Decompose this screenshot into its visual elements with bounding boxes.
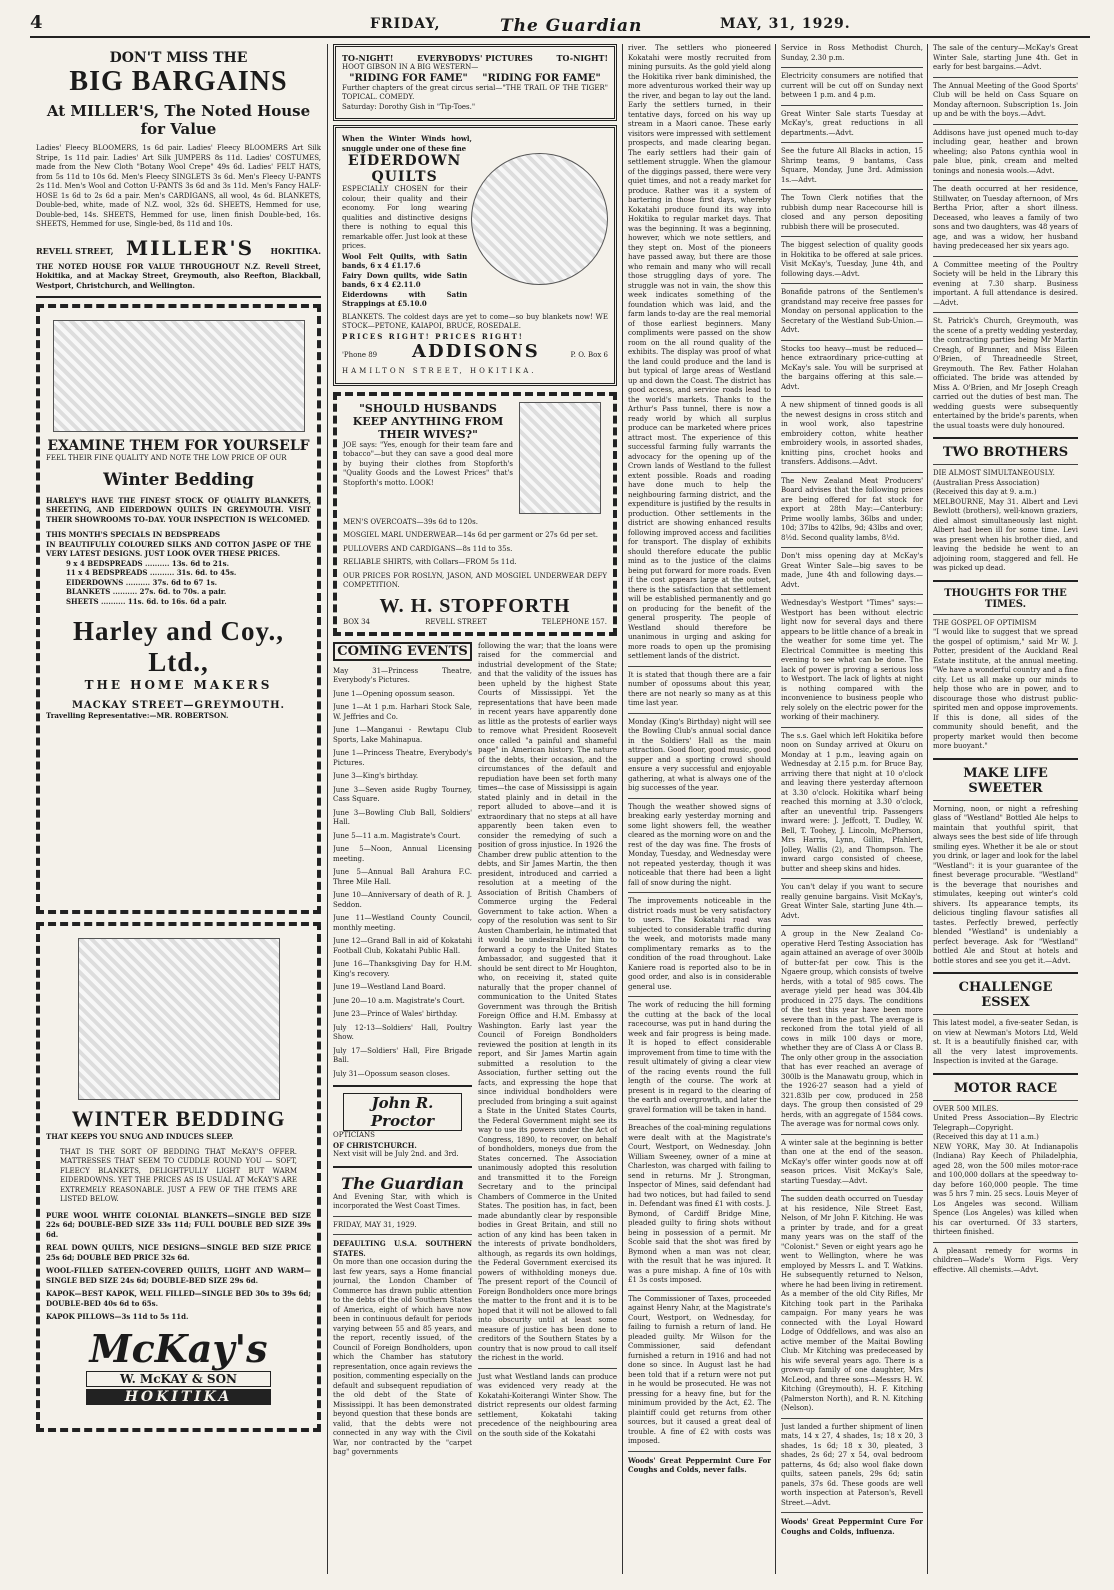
theatre-films (342, 73, 608, 84)
coming-events-heading: COMING EVENTS (333, 642, 472, 661)
ad-town: HOKITIKA (86, 1389, 271, 1405)
price-list (46, 559, 311, 607)
ad-intro: When the Winter Winds howl, snuggle under one of these fine (342, 134, 472, 153)
column-1 (36, 44, 321, 1436)
column-rule (927, 44, 928, 1574)
column-rule (327, 44, 328, 1574)
subhead: THE GOSPEL OF OPTIMISM (933, 618, 1037, 627)
proctor-logo: John R. Proctor (343, 1093, 462, 1131)
price-item: EIDERDOWNS .......... 37s. 6d to 67 1s. (66, 577, 218, 587)
subhead: DIE ALMOST SIMULTANEOUSLY. (933, 469, 1055, 477)
ad-row (342, 153, 608, 309)
ad-body: HARLEY'S HAVE THE FINEST STOCK OF QUALITY BLANKETS, SHEETING, AND EIDERDOWN QUILTS IN GREYMOUTH. VISIT THEIR SHOWROOMS TO-DAY. YOUR INSPECTION IS WELCOMED. (46, 495, 311, 524)
story-body: This latest model, a five-seater Sedan, is on view at Newman's Motors Ltd, Weld st. It is a beautifully finished car, with all the very latest improvements. Inspection is invited at the Garage. (933, 1019, 1078, 1065)
news-item: It is stated that though there are a fair number of opossums about this year, there are not nearly so many as at this time last year. (628, 670, 771, 707)
received-line: (Received this day at 9. a.m.) (933, 488, 1037, 496)
masthead-day: FRIDAY, (370, 16, 441, 32)
mckays-logo: McKay's (89, 1325, 268, 1371)
ad-firm: W. H. STOPFORTH (379, 594, 571, 617)
editorial-date: FRIDAY, MAY 31, 1929. (333, 1220, 417, 1229)
headline-thoughts: THOUGHTS FOR THE TIMES. (944, 587, 1067, 610)
price-item: WOOL-FILLED SATEEN-COVERED QUILTS, LIGHT AND WARM—SINGLE BED SIZE 24s 6d; DOUBLE-BED SIZE 29s 6d. (46, 1266, 311, 1285)
price-item: REAL DOWN QUILTS, NICE DESIGNS—SINGLE BED SIZE PRICE 25s 6d; DOUBLE BED PRICE 32s 6d. (46, 1243, 311, 1262)
ad-rep: Travelling Representative:—MR. ROBERTSON. (46, 711, 229, 720)
news-item: The sale of the century—McKay's Great Winter Sale, starting June 4th. Get in early for best bargains.—Advt. (933, 44, 1078, 71)
news-item: The sudden death occurred on Tuesday at his residence, Nile Street East, Nelson, of Mr John F. Kitching. He was a printer by trade, and for a great many years was on the staff of the "Colonist." Seven or eight years ago he went to Wellington, where he was employed by Messrs L. and T. Watkins. He subsequently returned to Nelson, where he had been living in retirement. As a member of the old City Rifles, Mr Kitching took part in the Parihaka campaign. For many years he was connected with the Loyal Howard Lodge of Oddfellows, and was also an active member of the Maitai Bowling Club. Mr Kitching was predeceased by his wife several years ago. There is a grown-up family of one daughter, Mrs McLeod, and three sons—Messrs H. W. Kitching (Greymouth), H. F. Kitching (Palmerston North), and R. N. Kitching (Nelson). (781, 1195, 923, 1412)
masthead (30, 14, 1090, 38)
theatre-right: TO-NIGHT! (556, 53, 608, 63)
source-line: United Press Association—By Electric Telegraph—Copyright. (933, 1114, 1078, 1132)
event-item: June 1—Princess Theatre, Everybody's Pictures. (333, 749, 472, 767)
ad-street: REVELL STREET (425, 617, 487, 626)
events-column (333, 642, 472, 1458)
news-item: The Commissioner of Taxes, proceeded against Henry Nahr, at the Magistrate's Court, Westport, on Wednesday, for failing to furnish a return of land. He pleaded guilty. Mr Wilson for the Commissioner, said defendant furnished a return in 1916 and had not done so since. In August last he had been told that if a return were not put in he would be prosecuted. He was not pressing for a heavy fine, but for the minimum provided by the Act, £2. The plaintiff could get returns from other sources, but it caused a great deal of trouble. A fine of £2 with costs was imposed. (628, 1294, 771, 1445)
news-item: The Annual Meeting of the Good Sports' Club will be held on Cass Square on Monday afternoon. Subscription 1s. Join up and be with the boys.—Advt. (933, 81, 1078, 118)
masthead-paper: The Guardian (500, 16, 643, 36)
ad-headline: "SHOULD HUSBANDS KEEP ANYTHING FROM THEIR WIVES?" (352, 401, 504, 441)
man-cartoon-illustration (519, 402, 601, 514)
ad-box: BOX 34 (343, 617, 371, 626)
ad-street: REVELL STREET, (36, 245, 114, 256)
ad-product: Winter Bedding (103, 469, 254, 490)
event-item: June 3—Seven aside Rugby Tourney, Cass Square. (333, 785, 472, 803)
news-item: Bonafide patrons of the Sentlemen's grandstand may receive free passes for Monday on personal application to the Secretary of the Westland Sub-Union.—Advt. (781, 288, 923, 334)
price-item: PURE WOOL WHITE COLONIAL BLANKETS—SINGLE BED SIZE 22s 6d; DOUBLE-BED SIZE 33s 11d; FULL DOUBLE BED SIZE 39s 6d. (46, 1210, 311, 1239)
news-item: A winter sale at the beginning is better than one at the end of the season. McKay's offer winter goods now at off season prices. Visit McKay's Sale, starting Tuesday.—Advt. (781, 1138, 923, 1185)
event-item: July 12-13—Soldiers' Hall, Poultry Show. (333, 1023, 472, 1041)
ad-body: Ladies' Fleecy BLOOMERS, 1s 6d pair. Ladies' Fleecy BLOOMERS Art Silk Stripe, 1s 11d pair. Ladies' Art Silk JUMPERS 8s 11d. Ladies' COSTUMES, made from the New Cloth "Botany Wool Crepe" 49s 6d. Ladies' FELT HATS, from 5s 11d to 10s 6d. Men's Fleecy SINGLETS 3s 6d. Men's Fleecy U-PANTS 2s 11d. Men's Wool and Cotton U-PANTS 3s 6d and 3s 11d. Men's Fancy HALF-HOSE 1s 6d to 2s 6d a pair. Men's CARDIGANS, all wool, 4s 6d. BLANKETS, Double-bed, white, made of N.Z. wool, 32s 6d. SHEETS, Hemmed for use, Double-bed, 14s. SHEETS, Hemmed for use, linen finish Double-bed, 16s. SHEETS, Hemmed for use, Single-bed, 8s 11d and 10s. (36, 144, 321, 228)
news-item: St. Patrick's Church, Greymouth, was the scene of a pretty wedding yesterday, the contracting parties being Mr Martin Creagh, of Brunner, and Miss Eileen O'Brien, of Threadneedle Street, Greymouth. The Rev. Father Holahan officiated. The bride was attended by Miss A. O'Brien, and Mr Joseph Creagh carried out the duties of best man. The wedding guests were subsequently entertained by the bride's parents, when the usual toasts were duly honoured. (933, 317, 1078, 430)
news-item: Electricity consumers are notified that current will be cut off on Sunday next between 1 p.m. and 4 p.m. (781, 72, 923, 99)
event-item: June 5—Annual Ball Arahura F.C. Three Mile Hall. (333, 868, 472, 886)
price-item: SHEETS .......... 11s. 6d. to 16s. 6d a pair. (66, 596, 227, 606)
editorial-masthead: The Guardian (341, 1173, 464, 1193)
editorial-continued: following the war; that the loans were raised for the commercial and industrial development of the State; and that the validity of the issues has been upheld by the highest State Courts of Mississippi. Yet the representations that have been made in recent years have apparently done as little as the protests of earlier ways to remove what President Roosevelt once called "a painful and shameful page" in American history. The nature of the debts, their occasion, and the circumstances of the default and repudiation have been set forth many times—the case of Mississippi is again stated plainly and in detail in the report alluded to above—and it is extraordinary that no steps at all have apparently been taken even to consider the remedying of such a position of gross injustice. In 1926 the Chamber drew public attention to the debts, and Sir James Martin, the then president, introduced and carried a resolution at a meeting of the Association of British Chambers of Commerce urging the Federal Government to take action. When a copy of the resolution was sent to Sir Austen Chamberlain, he intimated that it would be undesirable for him to forward a copy to the United States Ambassador, and suggested that it should be sent direct to Mr Houghton, who, on receiving it, stated quite naturally that the proper channel of communication to the United States Government was through the British Foreign Office and H.M. Embassy at Washington. Early last year the Council of Foreign Bondholders reviewed the position at length in its report, and Sir James Martin again submitted a resolution to the Association, further setting out the facts, and expressing the hope that since individual bondholders were precluded from bringing a suit against a State in the United States Courts, the Federal Government might see its way to use its powers under the Act of Congress, 1890, to recover, on behalf of bondholders, moneys due from the States concerned. The Association unanimously adopted this resolution and transmitted it to the Foreign Secretary and to the principal Chambers of Commerce in the United States. The position has, in fact, been made abundantly clear by responsible bodies in Great Britain, and still no action of any kind has been taken in the interests of private bondholders, although, as regards its own holdings, the Federal Government exercised its powers of withholding moneys due. The present report of the Council of Foreign Bondholders once more brings the matter to the front and it is to be hoped that it will not be allowed to fall into obscurity until at least some measure of justice has been done to creditors of the Southern States by a country that is now proud to call itself the richest in the world. (478, 641, 617, 1362)
price-item: KAPOK PILLOWS—3s 11d to 5s 11d. (46, 1312, 189, 1321)
ad-firm: MILLER'S (126, 235, 255, 260)
price-item: PULLOVERS AND CARDIGANS—8s 11d to 35s. (343, 544, 513, 553)
ad-signoff (342, 341, 608, 367)
headline-motor-race: MOTOR RACE (953, 1080, 1058, 1096)
event-item: June 1—Opening opossum season. (333, 689, 455, 698)
news-item: Stocks too heavy—must be reduced—hence extraordinary price-cutting at McKay's sale. You will be surprised at the bargains offering at this sale.—Advt. (781, 344, 923, 391)
event-item: June 1—Manganui - Rewtapu Club Sports, Lake Mahinapua. (333, 726, 472, 744)
price-item: KAPOK—BEST KAPOK, WELL FILLED—SINGLE BED 30s to 39s 6d; DOUBLE-BED 40s 6d to 65s. (46, 1289, 311, 1308)
editorial-continued-column (478, 642, 617, 1458)
price-item: RELIABLE SHIRTS, with Collars—FROM 5s 11d. (343, 558, 517, 566)
events-list (333, 667, 472, 1080)
event-item: June 3—King's birthday. (333, 772, 419, 780)
page-number: 4 (30, 12, 44, 33)
received-line: (Received this day at 11 a.m.) (933, 1133, 1039, 1141)
ad-title: BIG BARGAINS (69, 66, 288, 97)
news-item: Though the weather showed signs of breaking early yesterday morning and some light showers fell, the weather cleared as the morning wore on and the rest of the day was fine. The frosts of Monday, Tuesday, and Wednesday were not repeated yesterday, though it was noticeable that there had been a light fall of snow during the night. (628, 802, 771, 887)
theatre-saturday: Saturday: Dorothy Gish in "Tip-Toes." (342, 102, 476, 111)
ad-town: HOKITIKA. (270, 245, 321, 256)
blankets-illustration (53, 320, 305, 432)
quilt-illustration (471, 153, 608, 285)
proctor-sub: OPTICIANS (333, 1131, 375, 1139)
ad-title: WINTER BEDDING (71, 1106, 286, 1131)
ad-text (343, 402, 513, 514)
ad-footer: THE NOTED HOUSE FOR VALUE THROUGHOUT N.Z. Revell Street, Hokitika, and at Mackay Street, Greymouth, also Reefton, Blackball, Westport, Christchurch, and Wellington. (36, 261, 321, 290)
theatre-left: TO-NIGHT! (342, 53, 394, 63)
film-title: "RIDING FOR FAME" (482, 72, 601, 84)
price-item: MEN'S OVERCOATS—39s 6d to 120s. (343, 517, 478, 526)
theatre-more: Further chapters of the great circus serial—"THE TRAIL OF THE TIGER" TOPICAL. COMEDY. (342, 83, 608, 101)
price-list (46, 1211, 311, 1322)
column-rule (622, 44, 623, 1574)
news-item: The work of reducing the hill forming the cutting at the back of the local racecourse, was put in hand during the week and fair progress is being made. It is hoped to effect considerable improvement from time to time with the result ultimately of giving a clear view of the racing events round the full length of the course. The work at present is in regard to the clearing of the earth and overgrowth, and later the gravel formation will be taken in hand. (628, 1001, 771, 1114)
news-item: Great Winter Sale starts Tuesday at McKay's, great reductions in all departments.—Advt. (781, 109, 923, 137)
ad-firm: W. McKAY & SON (86, 1371, 271, 1387)
lower-columns (333, 642, 617, 1458)
stopforth-ad (333, 392, 617, 636)
editorial-headline: DEFAULTING U.S.A. SOUTHERN STATES. (333, 1239, 472, 1258)
proctor-town: OF CHRISTCHURCH. (333, 1140, 417, 1150)
ad-specials-body: IN BEAUTIFULLY COLOURED SILKS AND COTTON JASPE OF THE VERY LATEST DESIGNS. JUST LOOK OVER THESE PRICES. (46, 539, 311, 558)
news-item: A Committee meeting of the Poultry Society will be held in the Library this evening at 7.30 sharp. Business important. A full attendance is desired.—Advt. (933, 260, 1078, 307)
news-item: Addisons have just opened much to-day including gear, heather and brown wheeling; also Patons cynthia wool in pale blue, pink, cream and melted tonings and nonesia wools.—Advt. (933, 128, 1078, 175)
event-item: June 5—11 a.m. Magistrate's Court. (333, 831, 461, 840)
headline-make-life-sweeter: MAKE LIFE SWEETER (963, 765, 1048, 796)
story-body: Morning, noon, or night a refreshing glass of "Westland" Bottled Ale helps to maintain that youthful spirit, that always sees the best side of life through smiling eyes. Whether it be ale or stout you drink, or lager and look for the label "Westland": it is your guarantee of the finest beverage procurable. "Westland" is the beverage that nourishes and stimulates, keeping out winter's cold shivers. Its appearance tempts, its delicious tingling flavour satisfies all tastes. Perfectly brewed, perfectly blended "Westland" is undeniably a perfect beverage. Ask for "Westland" bottled Ale and Stout at hotels and bottle stores and see you get it.—Advt. (933, 804, 1078, 965)
column-5 (781, 44, 923, 1536)
ad-row (343, 402, 607, 514)
column-2 (333, 44, 617, 1458)
theatre-name: EVERYBODYS' PICTURES (417, 53, 533, 63)
ad-telephone: TELEPHONE 157. (541, 617, 607, 626)
event-item: June 20—10 a.m. Magistrate's Court. (333, 996, 465, 1005)
ad-specials: THIS MONTH'S SPECIALS IN BEDSPREADS (46, 530, 221, 539)
millers-ad (36, 50, 321, 290)
ad-note: Woods' Great Peppermint Cure For Coughs and Colds, never fails. (628, 1455, 771, 1474)
news-item: You can't delay if you want to secure really genuine bargains. Visit McKay's, Great Winter Sale, starting June 4th.—Advt. (781, 883, 923, 920)
story-body: NEW YORK, May 30. At Indianapolis (Indiana) Ray Keech of Philadelphia, aged 28, won the 500 miles motor-race and 100,000 dollars at the speedway to-day before 160,000 people. The time was 5 hrs 7 min. 25 secs. Louis Meyer of Los Angeles was second. William Spence (Los Angeles) was killed when his car overturned. Of 33 starters, thirteen finished. (933, 1142, 1078, 1236)
story-body: "I would like to suggest that we spread the gospel of optimism," said Mr W. J. Potter, president of the Auckland Real Estate institute, at the annual meeting. "We have a wonderful country and a fine city. Let us all make up our minds to help those who are in power, and to discourage those who distrust public-spirited men and oppose improvements. If this is done, all sides of the community should benefit, and the property market would then become more buoyant." (933, 628, 1078, 750)
ad-phone: 'Phone 89 (342, 351, 378, 359)
news-item: The death occurred at her residence, Stillwater, on Tuesday afternoon, of Mrs Bertha Prior, after a short illness. Deceased, who leaves a family of two sons and two daughters, was 48 years of age, and was a widow, her husband having predeceased her six years ago. (933, 185, 1078, 250)
mckay-ad (36, 922, 321, 1432)
price-item: Eiderdowns with Satin Strappings at £5.10.0 (342, 289, 468, 308)
news-item: Monday (King's Birthday) night will see the Bowling Club's annual social dance in the Soldiers' Hall as the main attraction. Good floor, good music, good supper and a sporting crowd should ensure a very successful and enjoyable gathering, at what is always one of the big successes of the year. (628, 717, 771, 792)
ad-box: P. O. Box 6 (570, 351, 608, 359)
news-item: Wednesday's Westport "Times" says:—Westport has been without electric light now for several days and there appears to be little chance of a break in the weather for some time yet. The Electrical Committee is meeting this evening to see what can be done. The lack of power is proving a serious loss to Westport. The lack of lights at night is nothing compared with the inconvenience to business people who rely solely on the electric power for the working of their machinery. (781, 599, 923, 721)
ad-body: JOE says: "Yes, enough for their team fare and tobacco"—but they can save a good deal more by buying their clothes from Stopforth's "Quality Goods and the Lowest Prices" that's Stopforth's motto. LOOK! (343, 440, 513, 487)
price-item: BLANKETS .......... 27s. 6d. to 70s. a pair. (66, 587, 227, 596)
headline-challenge-essex: CHALLENGE ESSEX (958, 980, 1053, 1010)
source-line: (Australian Press Association) (933, 478, 1040, 487)
ad-note: Woods' Great Peppermint Cure For Coughs and Colds, influenza. (781, 1517, 923, 1536)
news-item: The s.s. Gael which left Hokitika before noon on Sunday arrived at Okuru on Monday at 1 p.m., leaving again on Wednesday at 2.15 p.m. for Bruce Bay, arriving there that night at 10 o'clock and leaving there yesterday afternoon at 3.30 o'clock. Hokitika wharf being reached this morning at 3.30 o'clock, after an uneventful trip. Passengers inward were: J. Jeffcott, T. Dudley, W. Bell, T. Toohey, J. Lincoln, McPherson, Mrs Harris, Lynn, Gillin, Pfahlert, Jolley, Wallis (2), and Thompson. The inward cargo consisted of cheese, butter and sheep skins and hides. (781, 731, 923, 873)
ad-blankets: BLANKETS. The coldest days are yet to come—so buy blankets now! WE STOCK—PETONE, KAIAPOI, BRUCE, ROSEDALE. (342, 312, 608, 330)
film-title: "RIDING FOR FAME" (349, 72, 468, 84)
subhead: OVER 500 MILES. (933, 1104, 999, 1113)
event-item: June 19—Westland Land Board. (333, 983, 446, 991)
event-item: June 11—Westland County Council, monthly meeting. (333, 914, 472, 932)
harley-ad (36, 304, 321, 914)
news-item: river. The settlers who pioneered Kokatahi were mostly recruited from mining pursuits. As the gold yield along the Hokitika river bank diminished, the more adventurous worked their way up the river, and began to lay out the land. Early the settlers turned, in their tentative days, forced on his way up stream in a Maori canoe. These early visitors were impressed with settlement prospects, and made clearing began. The early settlers had their gain of settlement struggle. When the glamour of the diggings passed, there were very quiet times, and not a ready market for produce. Rather was it a system of bartering in those first days, whereby Kokatahi produce found its way into Hokitika to regular market days. That was the beginning. It was a beginning, however, which we note settlers, and they stept on. Most of the pioneers have passed away, but there are those who remain and many who will recall those struggling days of yore. The struggle was not in vain, the show this week indicates something of the foundation which was laid, and the farm lands to-day are the real memorial of those earliest beginners. Many compliments were passed on the show room on the all round quality of the exhibits. The display was proof of what the land could produce and the land is but typical of large areas of Westland up and down the Coast. The district has good access, and service roads lead to the world's markets. Thanks to the Arthur's Pass tunnel, there is now a ready world by which all surplus produce can be marketed where prices attract most. The experience of this successful farming fully warrants the advocacy for the opening up of the Crown lands of Westland to the fullest extent possible. Roads and roading have done much to help the neighbouring farming district, and the expenditure is justified by the results in production. Other settlements in the district are showing enhanced results following improved access and facilities for transport. The display of exhibits should therefore educate the public mind as to the justice of the claims being put forward for more roads. Even if the cost appears large at the outset, there is the satisfaction that settlement will be established permanently and go on producing for the benefit of the general prosperity. The people of Westland should therefore be unanimous in urging and asking for more roads to open up the promising settlement lands of the district. (628, 44, 771, 660)
ad-tagline: THE HOME MAKERS (84, 678, 273, 692)
ad-line: FEEL THEIR FINE QUALITY AND NOTE THE LOW PRICE OF OUR (46, 454, 287, 462)
editorial-incorporated: And Evening Star, with which is incorporated the West Coast Times. (333, 1192, 472, 1210)
event-item: June 23—Prince of Wales' birthday. (333, 1010, 458, 1018)
news-item: Service in Ross Methodist Church, Sunday, 2.30 p.m. (781, 44, 923, 62)
story-body: MELBOURNE, May 31. Albert and Levi Bewlott (brothers), well-known graziers, died almost simultaneously last night. Albert had been ill for some time. Levi was present when his brother died, and leaving the bedside he went to an adjoining room, staggered and fell. He was picked up dead. (933, 497, 1078, 572)
ad-note: A pleasant remedy for worms in children—Wade's Worm Figs. Very effective. All chemists.—Advt. (933, 1246, 1078, 1274)
price-item: OUR PRICES FOR ROSLYN, JASON, AND MOSGIEL UNDERWEAR DEFY COMPETITION. (343, 571, 607, 589)
ad-signoff (36, 236, 321, 262)
ad-firm: Harley and Coy., Ltd., (72, 616, 284, 677)
addisons-ad (333, 125, 617, 386)
ad-signoff (343, 618, 607, 626)
news-item: Don't miss opening day at McKay's Great Winter Sale—big saves to be made, June 4th and following days.—Advt. (781, 552, 923, 589)
price-item: Fairy Down quilts, wide Satin bands, 6 x 4 £2.11.0 (342, 270, 468, 289)
ad-address: HAMILTON STREET, HOKITIKA. (342, 367, 537, 375)
news-item: The biggest selection of quality goods in Hokitika to be offered at sale prices. Visit McKay's, Tuesday, June 4th, and following days.—Advt. (781, 241, 923, 278)
event-item: June 3—Bowling Club Ball, Soldiers' Hall. (333, 808, 472, 826)
ad-body: THAT IS THE SORT OF BEDDING THAT McKAY'S OFFER. MATTRESSES THAT SEEM TO CUDDLE ROUND YOU — SOFT, FLEECY BLANKETS, DELIGHTFULLY LIGHT BUT WARM EIDERDOWNS. YET THE PRICES AS IS USUAL AT McKAY'S ARE EXTREMELY REASONABLE. JUST A FEW OF THE ITEMS ARE LISTED BELOW. (60, 1147, 297, 1203)
woman-bedding-illustration (78, 938, 280, 1100)
ad-prices: PRICES RIGHT! PRICES RIGHT! (342, 331, 524, 341)
news-item: The New Zealand Meat Producers' Board advises that the following prices are being offered for fat stock for export at 28th May:—Canterbury: Prime woolly lambs, 36lbs and under, 10d; 37lbs to 42lbs, 9d; 43lbs and over, 8½d. Second quality lambs, 8½d. (781, 476, 923, 542)
news-item: Just landed a further shipment of linen mats, 14 x 27, 4 shades, 1s; 18 x 20, 3 shades, 1s 6d; 18 x 30, pleated, 3 shades, 2s 6d; 27 x 54, oval bedroom patterns, 4s 6d; also wool flake down quilts, sateen panels, 29s 6d; satin panels, 37s 6d. These goods are well worth inspection at Paterson's, Revell Street.—Advt. (781, 1422, 923, 1507)
headline-two-brothers: TWO BROTHERS (942, 445, 1069, 460)
news-item: See the future All Blacks in action, 15 Shrimp teams, 9 bantams, Cass Square, Monday, June 3rd. Admission 1s.—Advt. (781, 147, 923, 184)
event-item: May 31—Princess Theatre, Everybody's Pictures. (333, 666, 472, 684)
ad-title: EIDERDOWN QUILTS (347, 153, 462, 185)
ad-tagline: THAT KEEPS YOU SNUG AND INDUCES SLEEP. (46, 1132, 234, 1141)
event-item: June 12—Grand Ball in aid of Kokatahi Football Club, Kokatahi Public Hall. (333, 937, 472, 955)
ad-address: MACKAY STREET—GREYMOUTH. (71, 700, 286, 711)
price-item: MOSGIEL MARL UNDERWEAR—14s 6d per garment or 27s 6d per set. (343, 531, 598, 539)
news-item: The Town Clerk notifies that the rubbish dump near Racecourse hill is closed and any person depositing rubbish there will be prosecuted. (781, 194, 923, 231)
theatre-star: HOOT GIBSON IN A BIG WESTERN— (342, 63, 479, 71)
event-item: June 5—Noon, Annual Licensing meeting. (333, 845, 472, 863)
theatre-ad (333, 44, 617, 121)
news-item: A new shipment of tinned goods is all the newest designs in cross stitch and in wool work, also tapestrine embroidery cotton, white heather embroidery wools, in assorted shades, knitting pins, crochet hooks and transfers. Addisons.—Advt. (781, 401, 923, 466)
event-item: June 10—Anniversary of death of R. J. Seddon. (333, 891, 472, 909)
price-list (343, 518, 607, 591)
price-item: Wool Felt Quilts, with Satin bands, 6 x 4 £1.17.6 (342, 251, 468, 270)
theatre-header (342, 53, 608, 63)
column-4 (628, 44, 771, 1475)
news-item: The improvements noticeable in the district roads must be very satisfactory to users. The Kokatahi road was subjected to considerable traffic during the week, and motorists made many complimentary remarks as to the condition of the road throughout. Lake Kaniere road is reported also to be in good order, and also is in considerable general use. (628, 897, 771, 991)
news-item: Breaches of the coal-mining regulations were dealt with at the Magistrate's Court, Westport, on Wednesday. John William Sweeney, owner of a mine at Charleston, was charged with failing to send in returns. Mr J. Strongman, Inspector of Mines, said defendant had had two notices, but had failed to send in. Defendant was fined £1 with costs. J. Bymond, of Cardiff Bridge Mine, pleaded guilty to firing shots without being in possession of a permit. Mr Scoble said that the shot was fired by Bymond when a man was not clear, with the result that he was injured. It was a pure mishap. A fine of 10s with £1 3s costs imposed. (628, 1124, 771, 1284)
column-6 (933, 44, 1078, 1275)
event-item: June 16—Thanksgiving Day for H.M. King's recovery. (333, 960, 472, 978)
ad-firm: ADDISONS (412, 341, 540, 362)
price-item: 11 x 4 BEDSPREADS .......... 31s. 6d. to 45s. (66, 568, 237, 577)
news-item: A group in the New Zealand Co-operative Herd Testing Association has again attained an average of over 300lb of butter-fat per cow. This is the Ngaere group, which consists of twelve herds, with a total of 985 cows. The average yield per head was 304.4lb produced in 275 days. The conditions of the test this year have been more severe than in the past. The average is reckoned from the total yield of all cows in milk 100 days or more, whether they are of Class A or Class B. The only other group in the association that has ever reached an average of 300lb is the Manawatu group, which in the 1926-27 season had a yield of 321.83lb per cow, produced in 258 days. The group then consisted of 29 herds, with an aggregate of 1584 cows. The average was for normal cows only. (781, 930, 923, 1128)
column-rule (775, 44, 776, 1574)
masthead-date: MAY, 31, 1929. (720, 16, 851, 32)
kokatahi-note: Just what Westland lands can produce was evidenced very ready at the Kokatahi-Koiterangi Winter Show. The district represents our oldest farming settlement, Kokatahi taking precedence of the neighbouring area on the south side of the Kokatahi (478, 1372, 617, 1438)
ad-kicker: DON'T MISS THE (109, 50, 248, 66)
event-item: July 17—Soldiers' Hall, Fire Brigade Ball. (333, 1046, 472, 1064)
ad-title: EXAMINE THEM FOR YOURSELF (47, 438, 310, 454)
ad-subtitle: At MILLER'S, The Noted House for Value (46, 102, 311, 138)
ad-text (342, 153, 467, 309)
editorial-body: On more than one occasion during the last few years, says a Home financial journal, the London Chamber of Commerce has drawn public attention to the debts of the old Southern States of America, eight of which have now been in continuous default for periods varying between 55 and 85 years, and the report, recently issued, of the Council of Foreign Bondholders, upon which the Chamber has statutory representation, once again reviews the position, commenting especially on the default and subsequent repudiation of the old debt of the State of Mississippi. It has been demonstrated beyond question that these bonds are valid, that the debts were not connected in any way with the Civil War, nor contracted by the "carpet bag" governments (333, 1258, 472, 1456)
price-item: 9 x 4 BEDSPREADS .......... 13s. 6d to 21s. (66, 558, 230, 568)
proctor-visit: Next visit will be July 2nd. and 3rd. (333, 1150, 459, 1158)
event-item: June 1—At 1 p.m. Harhari Stock Sale, W. Jeffries and Co. (333, 703, 472, 721)
event-item: July 31—Opossum season closes. (333, 1069, 451, 1078)
ad-body: ESPECIALLY CHOSEN for their colour, their quality and their economy. For long wearing qualities and distinctive designs there is nothing to equal this remarkable offer. Just look at these prices. (342, 185, 468, 250)
